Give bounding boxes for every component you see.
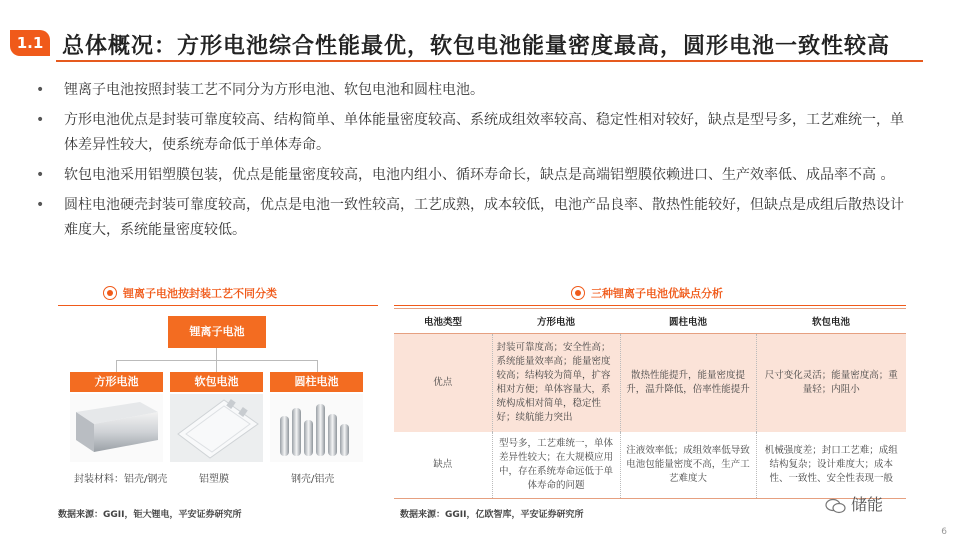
table-cell: 机械强度差；封口工艺难；成组结构复杂；设计难度大；成本性、一致性、安全性表现一般 [756,432,906,499]
table-row [394,334,906,433]
connector [216,360,217,372]
column-header: 圆柱电池 [620,309,756,334]
classification-heading [103,285,277,301]
column-header: 方形电池 [492,309,620,334]
comparison-table [394,308,906,499]
type-node-prismatic: 方形电池 [70,372,163,392]
connector [116,360,117,372]
type-node-cylindrical: 圆柱电池 [270,372,363,392]
cylindrical-battery-image [270,394,363,462]
table-cell: 封装可靠度高；安全性高；系统能量效率高；能量密度较高；结构较为简单，扩容相对方便；单体容量大，系统构成相对简单，稳定性好；续航能力突出 [492,334,620,433]
left-source-note: 数据来源：GGII，钜大锂电，平安证券研究所 [58,510,242,520]
watermark-text: 储能 [851,495,884,514]
section-badge: 1.1 [10,30,50,56]
page-number: 6 [941,527,947,537]
comparison-heading [571,285,723,301]
page-title: 总体概况：方形电池综合性能最优，软包电池能量密度最高，圆形电池一致性较高 [62,34,891,59]
column-header: 软包电池 [756,309,906,334]
table-header-row [394,309,906,334]
target-icon [571,286,585,300]
title-divider [56,60,923,62]
connector [116,360,318,361]
table-cell: 散热性能提升，能量密度提升，温升降低，倍率性能提升 [620,334,756,433]
connector [216,348,217,360]
bullet-item: • 锂离子电池按照封装工艺不同分为方形电池、软包电池和圆柱电池。 [36,78,916,103]
classification-divider [58,305,378,306]
bullet-item: • 圆柱电池硬壳封装可靠度较高，优点是电池一致性较高，工艺成熟，成本较低，电池产品良率、散热性能较好，但缺点是成组后散热设计难度大，系统能量密度较低。 [36,193,916,243]
classification-heading-text: 锂离子电池按封装工艺不同分类 [123,287,277,300]
table-cell: 注液效率低；成组效率低导致电池包能量密度不高，生产工艺难度大 [620,432,756,499]
right-source-note: 数据来源：GGII，亿欧智库，平安证券研究所 [400,510,584,520]
type-node-pouch: 软包电池 [170,372,263,392]
table-cell: 型号多，工艺难统一，单体差异性较大；在大规模应用中，存在系统寿命远低于单体寿命的问题 [492,432,620,499]
connector [317,360,318,372]
bullet-item: • 方形电池优点是封装可靠度较高、结构简单、单体能量密度较高、系统成组效率较高、稳定性相对较好，缺点是型号多，工艺难统一，单体差异性较大，使系统寿命低于单体寿命。 [36,108,916,158]
row-label: 缺点 [394,432,492,499]
prismatic-battery-image [70,394,163,462]
table-cell: 尺寸变化灵活；能量密度高；重量轻；内阻小 [756,334,906,433]
table-row [394,432,906,499]
target-icon [103,286,117,300]
wechat-icon [825,498,847,514]
row-label: 优点 [394,334,492,433]
comparison-heading-text: 三种锂离子电池优缺点分析 [591,287,723,300]
comparison-divider [394,305,906,306]
root-node-lithium-battery: 锂离子电池 [168,316,266,348]
column-header: 电池类型 [394,309,492,334]
watermark [825,492,883,515]
bullet-item: • 软包电池采用铝塑膜包装，优点是能量密度较高，电池内组小、循环寿命长，缺点是高端铝塑膜依赖进口、生产效率低、成品率不高 。 [36,163,916,188]
prismatic-material-label: 封装材料：铝壳/钢壳 [74,474,168,485]
pouch-material-label: 铝塑膜 [199,474,229,485]
pouch-battery-image [170,394,263,462]
bullet-list [36,78,916,248]
cylindrical-material-label: 钢壳/铝壳 [291,474,335,485]
